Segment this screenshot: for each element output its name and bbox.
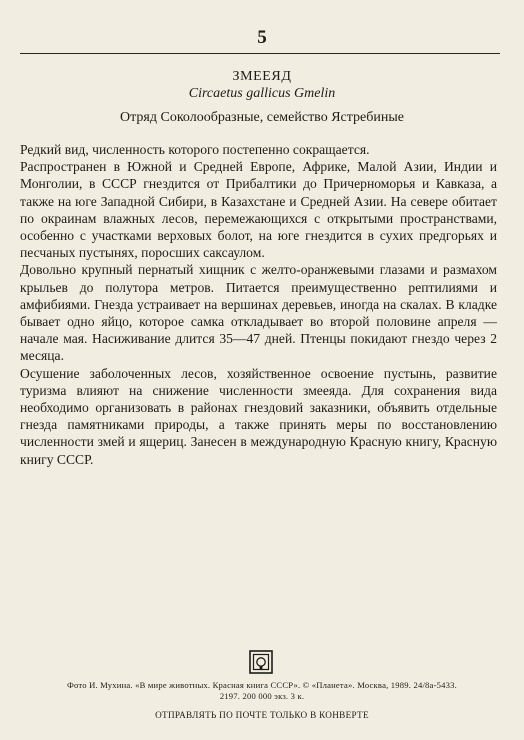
page-number: 5 (257, 27, 267, 48)
title-block (0, 68, 524, 102)
publisher-logo-icon (249, 650, 273, 674)
paragraph-biology: Довольно крупный пернатый хищник с желто-оранжевыми глазами и размахом крыльев до полутора метров. Питается преимущественно рептилиями и амфибиями. Гнезда устраивает на вершинах деревьев, иногда на скалах. В кладке бывает одно яйцо, которое самка откладывает во второй половине апреля — начале мая. Насиживание длится 35—47 дней. Птенцы покидают гнездо через 2 месяца. (20, 262, 497, 364)
order-family: Отряд Соколообразные, семейство Ястребиные (120, 110, 404, 125)
credits-line-1: Фото И. Мухина. «В мире животных. Красная книга СССР». © «Планета». Москва, 1989. 24/8а-5433. (67, 680, 457, 690)
paragraph-distribution: Распространен в Южной и Средней Европе, Африке, Малой Азии, Индии и Монголии, в СССР гнездится от Прибалтики до Причерноморья и Кавказа, а также на юге Западной Сибири, в Казахстане и Средней Азии. На севере обитает по окраинам влажных лесов, перемежающихся с открытыми пространствами, особенно с участками верховых болот, на юге гнездится в сухих предгорьях и песчаных пустынях, поросших саксаулом. (20, 159, 497, 261)
header-rule (20, 53, 500, 54)
species-title: ЗМЕЕЯД (232, 69, 292, 84)
paragraph-protection: Осушение заболоченных лесов, хозяйственное освоение пустынь, развитие туризма влияют на снижение численности змееяда. Для сохранения вида необходимо организовать в районах гнездовий заказники, объявить отдельные гнезда памятниками природы, а также принять меры по восстановлению численности змей и ящериц. Занесен в международную Красную книгу, Красную книгу СССР. (20, 365, 497, 467)
credits-line-2: 2197. 200 000 экз. 3 к. (219, 691, 305, 701)
mail-note: ОТПРАВЛЯТЬ ПО ПОЧТЕ ТОЛЬКО В КОНВЕРТЕ (155, 710, 369, 720)
paragraph-status: Редкий вид, численность которого постепенно сокращается. (20, 142, 370, 157)
body-text (20, 141, 497, 468)
latin-name: Circaetus gallicus Gmelin (188, 86, 336, 101)
credits (0, 680, 524, 702)
